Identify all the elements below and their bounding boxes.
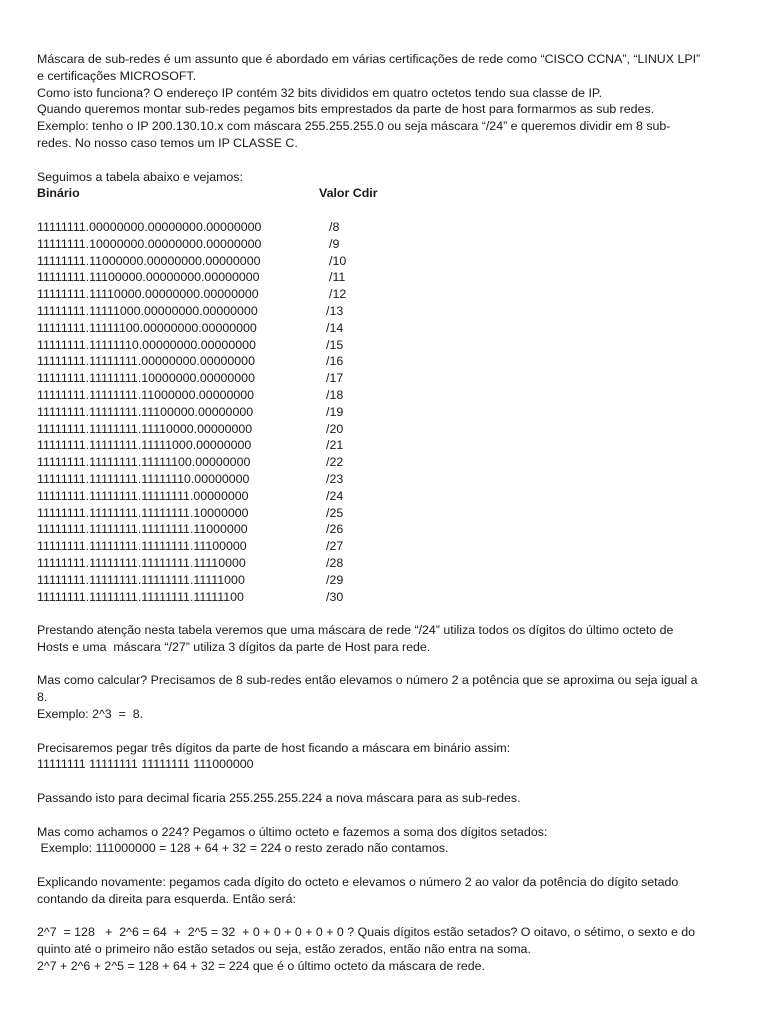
intro-line-5: Exemplo: tenho o IP 200.130.10.x com máscara 255.255.255.0 ou seja máscara “/24” e queremos dividir em 8 sub- (37, 119, 671, 134)
cidr-value: /26 (326, 522, 344, 537)
binary-mask: 11111111.11111111.00000000.00000000 (37, 354, 255, 369)
para-7-line-1: 2^7 = 128 + 2^6 = 64 + 2^5 = 32 + 0 + 0 + 0 + 0 + 0 ? Quais dígitos estão setados? O oitavo, o sétimo, o sexto e do (37, 925, 696, 940)
binary-mask: 11111111.11111111.11111111.11000000 (37, 522, 248, 537)
spacer (37, 807, 737, 824)
table-row (37, 421, 737, 438)
cidr-value: /9 (329, 236, 340, 251)
binary-mask: 11111111.11111111.11111111.00000000 (37, 488, 249, 503)
cidr-value: /21 (326, 438, 344, 453)
spacer (37, 857, 737, 874)
cidr-value: /27 (326, 539, 344, 554)
cidr-value: /23 (326, 471, 344, 486)
binary-mask: 11111111.11000000.00000000.00000000 (37, 253, 261, 268)
intro-line-4: Quando queremos montar sub-redes pegamos bits emprestados da parte de host para formarmos as sub redes. (37, 102, 655, 117)
binary-mask: 11111111.11111100.00000000.00000000 (37, 320, 257, 335)
header-binary: Binário (37, 186, 80, 201)
para-7-line-2: quinto até o primeiro não estão setados ou seja, estão zerados, então não entra na soma. (37, 942, 531, 957)
cidr-value: /17 (326, 371, 344, 386)
table-row (37, 471, 737, 488)
para-2-line-3: Exemplo: 2^3 = 8. (37, 707, 144, 722)
para-6-line-1: Explicando novamente: pegamos cada dígito do octeto e elevamos o número 2 ao valor da potência do dígito setado (37, 875, 679, 890)
spacer (37, 605, 737, 622)
cidr-value: /13 (326, 303, 344, 318)
document-body (37, 51, 737, 975)
binary-mask: 11111111.11100000.00000000.00000000 (37, 270, 260, 285)
table-row (37, 303, 737, 320)
binary-mask: 11111111.11111111.11111111.10000000 (37, 505, 249, 520)
para-1-line-2: Hosts e uma máscara “/27” utiliza 3 dígitos da parte de Host para rede. (37, 639, 431, 654)
table-row (37, 521, 737, 538)
table-row (37, 370, 737, 387)
binary-mask: 11111111.11111111.11111111.11110000 (37, 555, 246, 570)
cidr-value: /28 (326, 555, 344, 570)
binary-mask: 11111111.11111111.11111100.00000000 (37, 455, 251, 470)
intro-line-1: Máscara de sub-redes é um assunto que é abordado em várias certificações de rede como “CISCO CCNA”, “LINUX LPI” (37, 52, 701, 66)
table-header (37, 185, 737, 202)
para-5-line-2: Exemplo: 111000000 = 128 + 64 + 32 = 224 o resto zerado não contamos. (37, 841, 449, 856)
table-row (37, 387, 737, 404)
para-5-line-1: Mas como achamos o 224? Pegamos o último octeto e fazemos a soma dos dígitos setados: (37, 824, 548, 839)
binary-mask: 11111111.00000000.00000000.00000000 (37, 219, 262, 234)
binary-mask: 11111111.11111110.00000000.00000000 (37, 337, 256, 352)
cidr-value: /19 (326, 404, 344, 419)
table-row (37, 337, 737, 354)
table-row (37, 320, 737, 337)
para-2-line-1: Mas como calcular? Precisamos de 8 sub-redes então elevamos o número 2 a potência que se aproxima ou seja igual a (37, 673, 698, 688)
spacer (37, 723, 737, 740)
table-row (37, 505, 737, 522)
cidr-value: /20 (326, 421, 344, 436)
table-row (37, 353, 737, 370)
binary-mask: 11111111.11111111.11111110.00000000 (37, 471, 250, 486)
table-row (37, 538, 737, 555)
cidr-value: /14 (326, 320, 344, 335)
table-row (37, 555, 737, 572)
para-1-line-1: Prestando atenção nesta tabela veremos que uma máscara de rede “/24” utiliza todos os dígitos do último octeto de (37, 623, 674, 638)
para-6-line-2: contando da direita para esquerda. Então será: (37, 891, 297, 906)
cidr-value: /8 (329, 219, 340, 234)
binary-mask: 11111111.11110000.00000000.00000000 (37, 287, 259, 302)
intro-line-3: Como isto funciona? O endereço IP contém 32 bits divididos em quatro octetos tendo sua classe de IP. (37, 85, 603, 100)
header-cidr: Valor Cdir (319, 186, 378, 201)
table-row (37, 488, 737, 505)
table-row (37, 219, 737, 236)
table-row (37, 404, 737, 421)
intro-line-2: e certificações MICROSOFT. (37, 68, 197, 83)
binary-mask: 11111111.11111111.11111111.11111100 (37, 589, 244, 604)
spacer (37, 773, 737, 790)
cidr-value: /22 (326, 455, 344, 470)
table-row (37, 589, 737, 606)
binary-mask: 11111111.11111000.00000000.00000000 (37, 303, 258, 318)
cidr-value: /16 (326, 354, 344, 369)
para-4-line-1: Passando isto para decimal ficaria 255.255.255.224 a nova máscara para as sub-redes. (37, 791, 521, 806)
table-row (37, 437, 737, 454)
table-row (37, 286, 737, 303)
cidr-value: /12 (329, 287, 347, 302)
cidr-table (37, 219, 737, 605)
para-7-line-3: 2^7 + 2^6 + 2^5 = 128 + 64 + 32 = 224 que é o último octeto da máscara de rede. (37, 959, 485, 974)
binary-mask: 11111111.11111111.11110000.00000000 (37, 421, 253, 436)
spacer (37, 656, 737, 673)
para-2-line-2: 8. (37, 690, 48, 705)
para-3-line-2: 11111111 11111111 11111111 111000000 (37, 757, 254, 772)
para-3-line-1: Precisaremos pegar três dígitos da parte de host ficando a máscara em binário assim: (37, 740, 511, 755)
intro-line-6: redes. No nosso caso temos um IP CLASSE C. (37, 135, 298, 150)
cidr-value: /18 (326, 387, 344, 402)
binary-mask: 11111111.11111111.11111000.00000000 (37, 438, 252, 453)
cidr-value: /24 (326, 488, 344, 503)
table-row (37, 236, 737, 253)
table-row (37, 269, 737, 286)
table-intro: Seguimos a tabela abaixo e vejamos: (37, 169, 243, 184)
binary-mask: 11111111.11111111.11111111.11100000 (37, 539, 247, 554)
binary-mask: 11111111.11111111.10000000.00000000 (37, 371, 255, 386)
table-row (37, 572, 737, 589)
table-row (37, 454, 737, 471)
spacer (37, 202, 737, 219)
cidr-value: /30 (326, 589, 344, 604)
binary-mask: 11111111.11111111.11100000.00000000 (37, 404, 254, 419)
spacer (37, 908, 737, 925)
cidr-value: /25 (326, 505, 344, 520)
binary-mask: 11111111.11111111.11000000.00000000 (37, 387, 255, 402)
table-row (37, 253, 737, 270)
cidr-value: /11 (329, 270, 346, 285)
binary-mask: 11111111.10000000.00000000.00000000 (37, 236, 262, 251)
cidr-value: /10 (329, 253, 347, 268)
spacer (37, 152, 737, 169)
cidr-value: /15 (326, 337, 344, 352)
binary-mask: 11111111.11111111.11111111.11111000 (37, 572, 245, 587)
cidr-value: /29 (326, 572, 344, 587)
